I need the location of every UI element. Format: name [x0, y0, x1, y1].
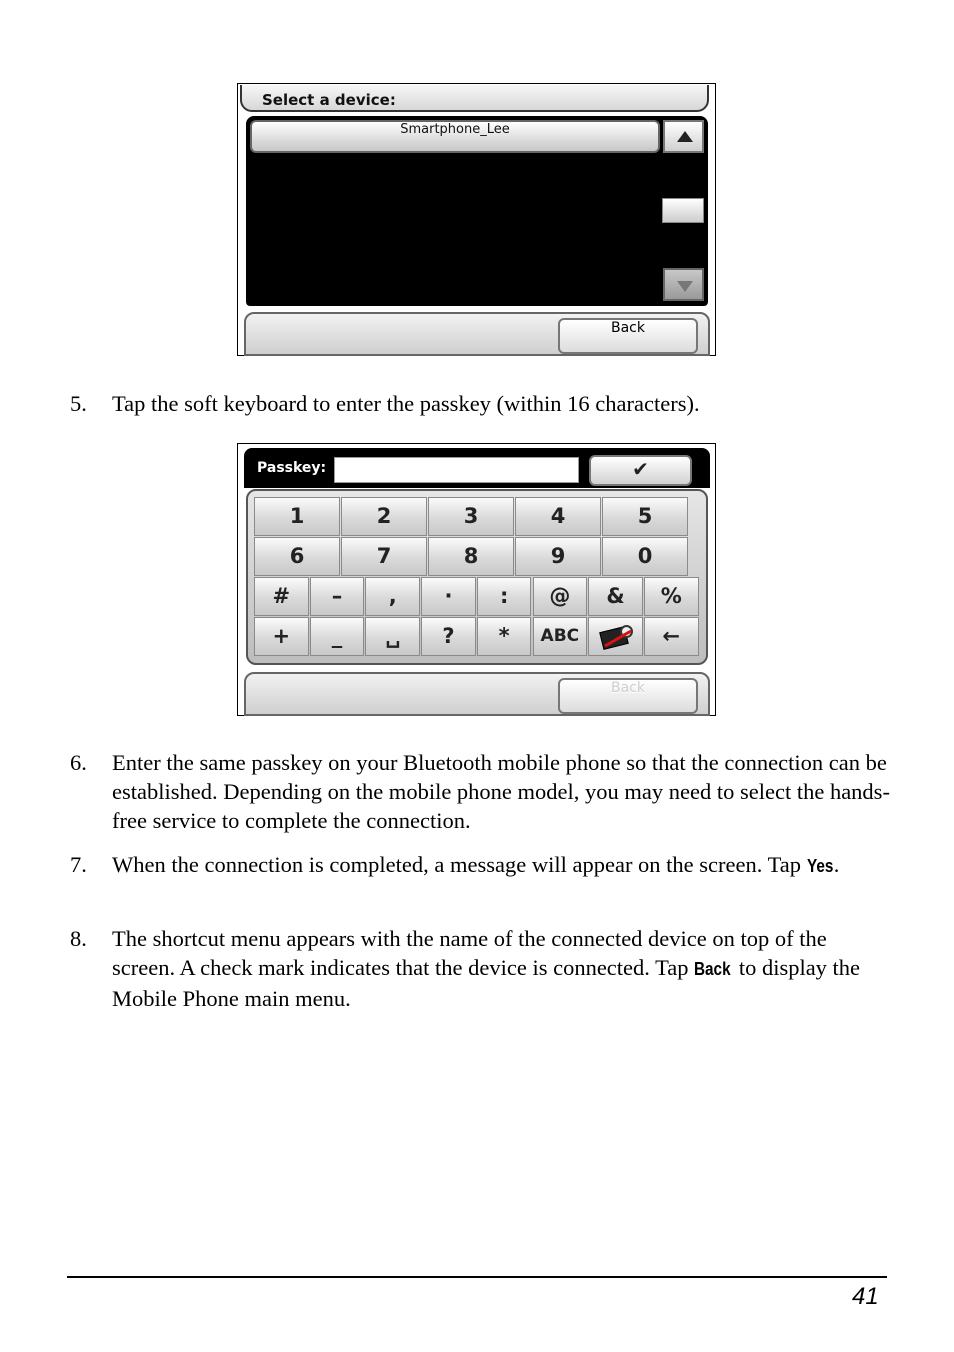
device-item[interactable]: Smartphone_Lee	[250, 120, 660, 153]
key-2-row-3[interactable]: –	[310, 577, 365, 616]
scroll-up-button[interactable]	[663, 120, 704, 153]
key-6-row-4[interactable]: ABC	[533, 617, 588, 656]
step-text: Enter the same passkey on your Bluetooth mobile phone so that the connection can be established. Depending on the mobile phone model, you may need to select the hands-free service to complete the connection.	[112, 750, 890, 833]
scrollbar-thumb[interactable]	[662, 198, 704, 223]
footer-rule	[67, 1276, 887, 1278]
step-number: 7.	[70, 852, 87, 877]
key-2-row-2[interactable]: 7	[341, 537, 427, 576]
mail-off-key[interactable]	[588, 617, 643, 656]
key-6-row-3[interactable]: @	[533, 577, 588, 616]
key-4-row-2[interactable]: 9	[515, 537, 601, 576]
mail-off-icon	[601, 625, 631, 647]
step-number: 6.	[70, 750, 87, 775]
key-5-row-4[interactable]: *	[477, 617, 532, 656]
passkey-input[interactable]	[334, 457, 579, 483]
confirm-check-button[interactable]: ✔	[589, 455, 692, 486]
step-text: When the connection is completed, a message will appear on the screen. Tap Yes.	[112, 850, 892, 881]
back-button[interactable]: Back	[558, 318, 698, 354]
key-8-row-4[interactable]: ←	[644, 617, 699, 656]
scroll-down-button[interactable]	[663, 268, 704, 301]
key-5-row-1[interactable]: 5	[602, 497, 688, 536]
key-2-row-1[interactable]: 2	[341, 497, 427, 536]
key-3-row-4[interactable]: ␣	[365, 617, 420, 656]
device-list	[246, 116, 708, 306]
key-3-row-3[interactable]: ,	[365, 577, 420, 616]
key-3-row-1[interactable]: 3	[428, 497, 514, 536]
key-2-row-4[interactable]: _	[310, 617, 365, 656]
step-text: Tap the soft keyboard to enter the passkey (within 16 characters).	[112, 391, 700, 416]
passkey-bar	[244, 448, 710, 488]
back-button-disabled[interactable]: Back	[558, 678, 698, 714]
key-1-row-1[interactable]: 1	[254, 497, 340, 536]
key-7-row-3[interactable]: &	[588, 577, 643, 616]
title-bar	[240, 85, 709, 112]
passkey-screenshot	[237, 443, 716, 716]
bottom-bar	[244, 312, 710, 356]
key-3-row-2[interactable]: 8	[428, 537, 514, 576]
key-8-row-3[interactable]: %	[644, 577, 699, 616]
passkey-label: Passkey:	[257, 460, 327, 476]
ui-term-yes: Yes	[806, 856, 834, 876]
step-number: 5.	[70, 391, 87, 416]
key-4-row-1[interactable]: 4	[515, 497, 601, 536]
step-number: 8.	[70, 926, 87, 951]
key-5-row-2[interactable]: 0	[602, 537, 688, 576]
screen-title: Select a device:	[262, 91, 396, 109]
key-5-row-3[interactable]: :	[477, 577, 532, 616]
device-select-screenshot	[237, 83, 716, 356]
key-1-row-3[interactable]: #	[254, 577, 309, 616]
page-number: 41	[852, 1283, 879, 1310]
soft-keyboard	[246, 489, 708, 665]
bottom-bar	[244, 672, 710, 716]
key-4-row-4[interactable]: ?	[421, 617, 476, 656]
key-1-row-2[interactable]: 6	[254, 537, 340, 576]
step-text: The shortcut menu appears with the name of the connected device on top of the screen. A check mark indicates that the device is connected. Tap Back to display the Mobile Phone main menu.	[112, 926, 861, 1011]
key-1-row-4[interactable]: +	[254, 617, 309, 656]
key-4-row-3[interactable]: ·	[421, 577, 476, 616]
ui-term-back: Back	[694, 959, 731, 979]
